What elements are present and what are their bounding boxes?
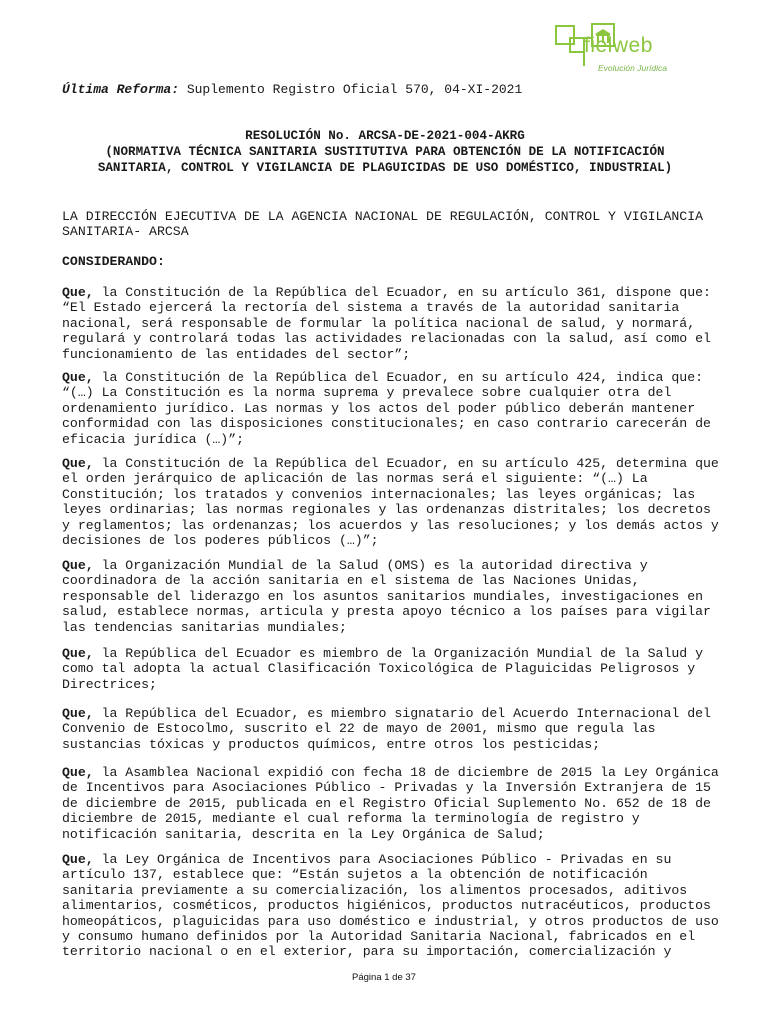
paragraph-line: el orden jerárquico de aplicación de las normas será el siguiente: “(…) La [62, 471, 648, 487]
resolution-title [62, 128, 708, 176]
paragraph-lead: Que, [62, 706, 94, 721]
authority-line: LA DIRECCIÓN EJECUTIVA DE LA AGENCIA NACIONAL DE REGULACIÓN, CONTROL Y VIGILANCIA [62, 209, 704, 224]
title-line-1: RESOLUCIÓN No. ARCSA-DE-2021-004-AKRG [245, 129, 525, 143]
paragraph-line: alimentarios, cosméticos, productos higiénicos, productos nutracéuticos, productos [62, 898, 711, 914]
paragraph-lead: Que, [62, 285, 94, 300]
paragraph-lead: Que, [62, 558, 94, 573]
paragraph-line: coordinadora de la acción sanitaria en el sistema de las Naciones Unidas, [62, 573, 640, 589]
paragraph-1 [62, 285, 711, 362]
paragraph-line: de Incentivos para Asociaciones Público - Privadas y la Inversión Extranjera de 15 [62, 780, 711, 796]
paragraph-line: Convenio de Estocolmo, suscrito el 22 de mayo de 2001, mismo que regula las [62, 721, 656, 737]
paragraph-4 [62, 558, 711, 635]
last-reform-label: Última Reforma: [62, 82, 180, 97]
brand-tagline: Evolución Jurídica [598, 63, 667, 73]
paragraph-first-line: la Ley Orgánica de Incentivos para Asociaciones Público - Privadas en su [93, 852, 672, 867]
last-reform-text: Suplemento Registro Oficial 570, 04-XI-2021 [179, 82, 523, 97]
paragraph-line: notificación sanitaria, descrita en la Ley Orgánica de Salud; [62, 826, 545, 842]
paragraph-line: y reglamentos; las ordenanzas; los acuerdos y las resoluciones; y los demás actos y [62, 517, 719, 533]
paragraph-line: sanitaria previamente a su comercialización, los alimentos procesados, aditivos [62, 882, 688, 898]
last-reform-line [62, 82, 712, 98]
paragraph-first-line: la Constitución de la República del Ecuador, en su artículo 424, indica que: [93, 370, 704, 385]
paragraph-first-line: la Asamblea Nacional expidió con fecha 18 de diciembre de 2015 la Ley Orgánica [93, 765, 719, 780]
paragraph-line: de diciembre de 2015, publicada en el Registro Oficial Suplemento No. 652 de 18 de [62, 795, 711, 811]
paragraph-5 [62, 646, 708, 692]
paragraph-line: como tal adopta la actual Clasificación Toxicológica de Plaguicidas Peligrosos y [62, 661, 696, 677]
paragraph-lead: Que, [62, 765, 94, 780]
paragraph-line: responsable del liderazgo en los asuntos sanitarios mundiales, investigaciones en [62, 588, 704, 604]
paragraph-line: homeopáticos, plaguicidas para uso doméstico e industrial, y otros productos de uso [62, 913, 719, 929]
paragraph-line: y consumo humano definidos por la Autoridad Sanitaria Nacional, fabricados en el [62, 929, 696, 945]
paragraph-lead: Que, [62, 646, 94, 661]
paragraph-line: territorio nacional o en el exterior, para su importación, comercialización y [62, 944, 672, 960]
paragraph-line: leyes ordinarias; las normas regionales y las ordenanzas distritales; los decretos [62, 502, 711, 518]
paragraph-line: diciembre de 2015, mediante el cual reforma la terminología de registro y [62, 811, 640, 827]
paragraph-7 [62, 765, 719, 842]
paragraph-first-line: la Constitución de la República del Ecuador, en su artículo 425, determina que [93, 456, 719, 471]
paragraph-line: artículo 137, establece que: “Están sujetos a la obtención de notificación [62, 867, 648, 883]
paragraph-line: salud, establece normas, articula y presta apoyo técnico a los países para vigilar [62, 604, 711, 620]
paragraph-line: Constitución; los tratados y convenios internacionales; las leyes orgánicas; las [62, 486, 696, 502]
paragraph-line: Directrices; [62, 676, 157, 692]
paragraph-line: regulará y controlará todas las actividades relacionadas con la salud, así como el [62, 331, 711, 347]
brand-name: fielweb [584, 34, 653, 57]
issuing-authority [62, 209, 708, 240]
paragraph-3 [62, 456, 719, 549]
title-line-2: (NORMATIVA TÉCNICA SANITARIA SUSTITUTIVA PARA OBTENCIÓN DE LA NOTIFICACIÓN [105, 145, 665, 159]
paragraph-line: “(…) La Constitución es la norma suprema y prevalece sobre cualquier otra del [62, 385, 672, 401]
considerando-heading: CONSIDERANDO: [62, 254, 165, 269]
paragraph-lead: Que, [62, 456, 94, 471]
paragraph-8 [62, 852, 719, 960]
paragraph-first-line: la República del Ecuador, es miembro signatario del Acuerdo Internacional del [93, 706, 711, 721]
page-number: Página 1 de 37 [352, 972, 416, 983]
paragraph-line: conformidad con las disposiciones constitucionales; en caso contrario carecerán de [62, 416, 711, 432]
paragraph-first-line: la Organización Mundial de la Salud (OMS) es la autoridad directiva y [93, 558, 648, 573]
paragraph-first-line: la República del Ecuador es miembro de la Organización Mundial de la Salud y [93, 646, 704, 661]
paragraph-line: decisiones de los poderes públicos (…)”; [62, 533, 379, 549]
paragraph-line: “El Estado ejercerá la rectoría del sistema a través de la autoridad sanitaria [62, 300, 680, 316]
paragraph-line: ordenamiento jurídico. Las normas y los actos del poder público deberán mantener [62, 400, 696, 416]
paragraph-2 [62, 370, 711, 447]
authority-line: SANITARIA- ARCSA [62, 224, 189, 240]
paragraph-6 [62, 706, 711, 752]
paragraph-line: sustancias tóxicas y productos químicos, entre otros los pesticidas; [62, 736, 601, 752]
paragraph-line: nacional, será responsable de formular la política nacional de salud, y normará, [62, 315, 696, 331]
title-line-3: SANITARIA, CONTROL Y VIGILANCIA DE PLAGUICIDAS DE USO DOMÉSTICO, INDUSTRIAL) [97, 161, 673, 175]
paragraph-first-line: la Constitución de la República del Ecuador, en su artículo 361, dispone que: [93, 285, 711, 300]
paragraph-lead: Que, [62, 370, 94, 385]
paragraph-line: eficacia jurídica (…)”; [62, 431, 245, 447]
paragraph-line: las tendencias sanitarias mundiales; [62, 619, 347, 635]
paragraph-lead: Que, [62, 852, 94, 867]
paragraph-line: funcionamiento de las entidades del sector”; [62, 346, 411, 362]
